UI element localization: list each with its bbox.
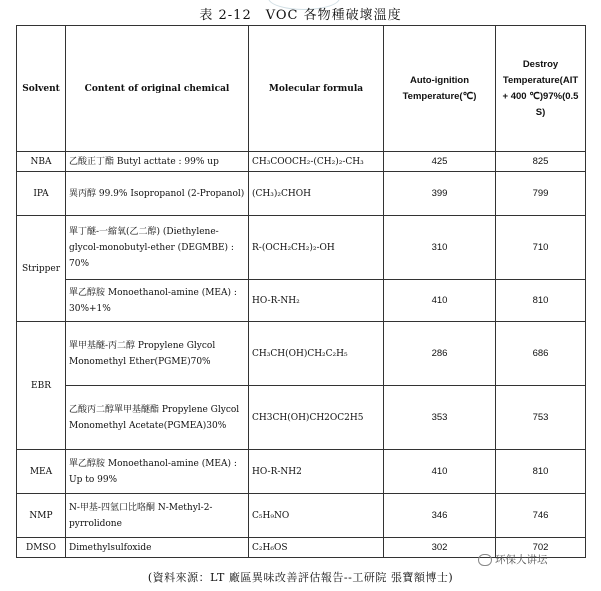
- cell-content: 單丁醚-一縮氧(乙二醇) (Diethylene-glycol-monobutyl-ether (DEGMBE) : 70%: [66, 216, 249, 280]
- cell-destroy: 686: [496, 322, 586, 386]
- watermark-text: 环保大讲坛: [495, 554, 548, 566]
- table-row: [17, 280, 586, 322]
- cell-destroy: 810: [496, 450, 586, 494]
- table-row: [17, 322, 586, 386]
- cell-content: 乙酸丙二醇單甲基醚酯 Propylene Glycol Monomethyl Acetate(PGMEA)30%: [66, 386, 249, 450]
- cell-content: 單乙醇胺 Monoethanol-amine (MEA) : 30%+1%: [66, 280, 249, 322]
- table-caption: 表 2-12 VOC 各物種破壞溫度: [199, 8, 402, 23]
- table-row: [17, 450, 586, 494]
- voc-destruction-table: [16, 25, 586, 558]
- cell-formula: R-(OCH₂CH₂)₂-OH: [249, 216, 384, 280]
- cell-ait: 425: [384, 152, 496, 172]
- header-content: Content of original chemical: [66, 26, 249, 152]
- cell-solvent: DMSO: [17, 538, 66, 558]
- cell-ait: 286: [384, 322, 496, 386]
- cell-solvent: NBA: [17, 152, 66, 172]
- cell-content: 乙酸正丁酯 Butyl acttate : 99% up: [66, 152, 249, 172]
- cell-content: 異丙醇 99.9% Isopropanol (2-Propanol): [66, 172, 249, 216]
- cell-destroy: 710: [496, 216, 586, 280]
- cell-destroy: 810: [496, 280, 586, 322]
- cell-content: 單乙醇胺 Monoethanol-amine (MEA) : Up to 99%: [66, 450, 249, 494]
- cell-solvent: IPA: [17, 172, 66, 216]
- cell-formula: C₅H₉NO: [249, 494, 384, 538]
- cell-ait: 353: [384, 386, 496, 450]
- cell-formula: CH3CH(OH)CH2OC2H5: [249, 386, 384, 450]
- cell-ait: 410: [384, 450, 496, 494]
- cell-destroy: 799: [496, 172, 586, 216]
- cell-ait: 346: [384, 494, 496, 538]
- table-row: [17, 172, 586, 216]
- cell-content: N-甲基-四氫口比咯酮 N-Methyl-2-pyrrolidone: [66, 494, 249, 538]
- cell-solvent: NMP: [17, 494, 66, 538]
- cell-ait: 310: [384, 216, 496, 280]
- cell-ait: 302: [384, 538, 496, 558]
- cell-destroy: 746: [496, 494, 586, 538]
- cell-solvent: MEA: [17, 450, 66, 494]
- table-row: [17, 216, 586, 280]
- cell-destroy: 702: [496, 538, 586, 558]
- cell-formula: CH₃COOCH₂-(CH₂)₂-CH₃: [249, 152, 384, 172]
- cell-formula: HO-R-NH₂: [249, 280, 384, 322]
- cell-formula: CH₃CH(OH)CH₂C₂H₅: [249, 322, 384, 386]
- cell-destroy: 753: [496, 386, 586, 450]
- header-destroy: Destroy Temperature(AIT + 400 ℃)97%(0.5 S): [496, 26, 586, 152]
- header-ait: Auto-ignition Temperature(℃): [384, 26, 496, 152]
- header-formula: Molecular formula: [249, 26, 384, 152]
- cell-destroy: 825: [496, 152, 586, 172]
- cell-solvent: Stripper: [17, 216, 66, 322]
- table-row: [17, 386, 586, 450]
- header-solvent: Solvent: [17, 26, 66, 152]
- wechat-icon: [478, 554, 492, 566]
- cell-formula: HO-R-NH2: [249, 450, 384, 494]
- watermark: [478, 552, 548, 567]
- cell-solvent: EBR: [17, 322, 66, 450]
- cell-formula: C₂H₆OS: [249, 538, 384, 558]
- cell-ait: 399: [384, 172, 496, 216]
- cell-content: Dimethylsulfoxide: [66, 538, 249, 558]
- source-note: (資料來源：LT 廠區異味改善評估報告--工研院 張寶額博士): [147, 571, 454, 584]
- cell-ait: 410: [384, 280, 496, 322]
- cell-formula: (CH₃)₂CHOH: [249, 172, 384, 216]
- table-row: [17, 494, 586, 538]
- table-row: [17, 152, 586, 172]
- cell-content: 單甲基醚-丙二醇 Propylene Glycol Monomethyl Ether(PGME)70%: [66, 322, 249, 386]
